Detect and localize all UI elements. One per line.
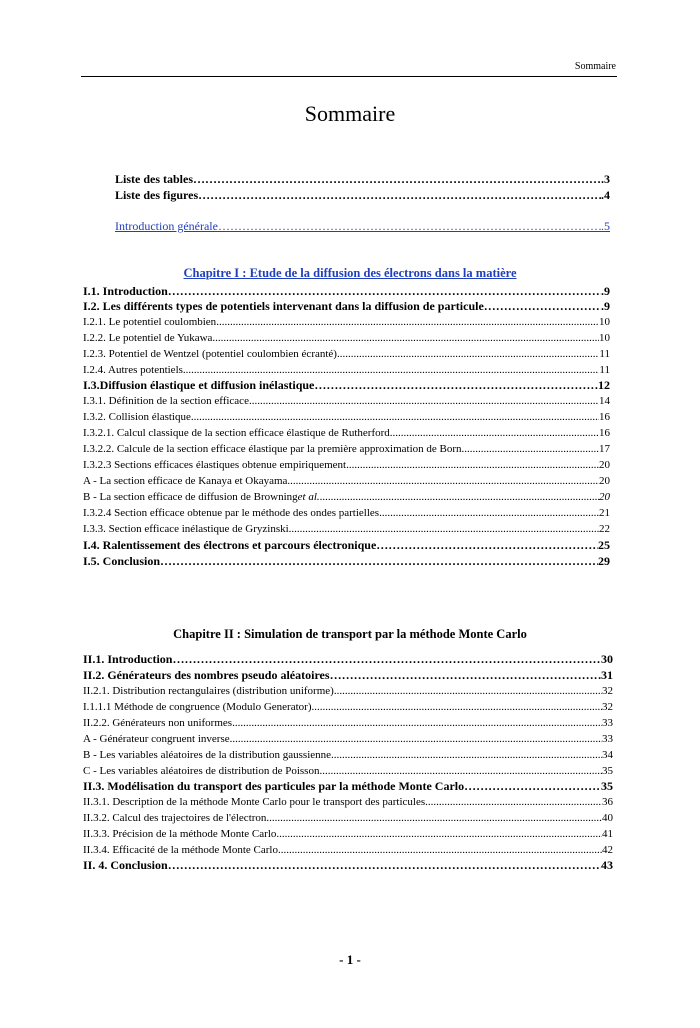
toc-entry[interactable] — [83, 668, 613, 683]
toc-leader — [212, 331, 599, 346]
toc-leader — [425, 795, 602, 810]
toc-leader — [193, 172, 601, 187]
toc-entry-label-italic: et al. — [297, 491, 320, 503]
toc-leader — [168, 284, 601, 299]
toc-entry-page: 21 — [599, 507, 610, 519]
toc-entry-label: II.2.2. Générateurs non uniformes — [83, 717, 233, 729]
toc-leader — [276, 827, 602, 842]
toc-entry-page: 40 — [602, 812, 613, 824]
toc-entry-label: II. 4. Conclusion — [83, 858, 168, 872]
toc-entry-page: 32 — [602, 685, 613, 697]
toc-entry-page: 10 — [599, 332, 610, 344]
toc-leader — [319, 764, 602, 779]
toc-entry-page: 22 — [599, 523, 610, 535]
toc-leader — [334, 684, 602, 699]
toc-entry-page: 31 — [601, 668, 613, 682]
toc-entry-page: 32 — [602, 701, 613, 713]
toc-entry-label: B - Les variables aléatoires de la distribution gaussienne — [83, 749, 332, 761]
toc-entry[interactable] — [83, 554, 610, 569]
toc-entry-label: I.2.4. Autres potentiels — [83, 364, 183, 376]
toc-entry[interactable] — [83, 764, 613, 779]
toc-leader — [464, 779, 601, 794]
toc-entry[interactable] — [83, 716, 613, 731]
toc-entry-page: 34 — [602, 749, 613, 761]
toc-leader — [232, 716, 602, 731]
toc-entry-label: I.1.1.1 Méthode de congruence (Modulo Generator) — [83, 701, 312, 713]
toc-leader — [346, 458, 599, 473]
toc-entry[interactable] — [83, 700, 613, 715]
toc-entry[interactable] — [83, 474, 610, 489]
toc-leader — [249, 394, 599, 409]
toc-entry-page: 43 — [601, 858, 613, 872]
toc-leader — [216, 315, 599, 330]
page-title: Sommaire — [304, 101, 396, 126]
toc-entry-page: 36 — [602, 796, 613, 808]
toc-entry-page: .5 — [601, 219, 610, 233]
toc-entry-page: 20 — [599, 459, 610, 471]
running-header: Sommaire — [574, 61, 616, 72]
toc-leader — [218, 219, 601, 234]
toc-entry-label: Liste des figures — [115, 188, 199, 202]
toc-entry[interactable] — [83, 684, 613, 699]
toc-entry[interactable] — [83, 363, 610, 378]
toc-entry-page: 30 — [601, 652, 613, 666]
toc-leader — [331, 748, 602, 763]
toc-entry-page: 33 — [602, 717, 613, 729]
toc-entry-label: I.3.Diffusion élastique et diffusion inélastique — [83, 378, 315, 392]
toc-leader — [379, 506, 599, 521]
toc-entry[interactable] — [83, 522, 610, 537]
toc-entry-label: I.2.1. Le potentiel coulombien — [83, 316, 217, 328]
toc-entry[interactable] — [83, 490, 610, 505]
toc-entry-introduction-generale[interactable] — [115, 219, 610, 234]
toc-entry-label: II.2. Générateurs des nombres pseudo aléatoires — [83, 668, 330, 682]
toc-entry-label: II.3.4. Efficacité de la méthode Monte Carlo — [83, 844, 278, 856]
toc-entry-page: 16 — [599, 411, 610, 423]
toc-entry[interactable] — [83, 331, 610, 346]
toc-leader — [230, 732, 602, 747]
toc-entry-label: I.3.2.2. Calcule de la section efficace élastique par la première approximation de Born — [83, 443, 462, 455]
toc-entry-label: II.3.1. Description de la méthode Monte Carlo pour le transport des particules — [83, 796, 426, 808]
toc-leader — [191, 410, 599, 425]
toc-entry-page: 42 — [602, 844, 613, 856]
toc-leader — [172, 652, 601, 667]
toc-entry[interactable] — [83, 347, 610, 362]
toc-entry-page: 11 — [599, 348, 610, 360]
toc-entry-label: I.2.2. Le potentiel de Yukawa — [83, 332, 213, 344]
toc-leader — [320, 490, 599, 505]
toc-entry-page: .9 — [601, 284, 610, 298]
toc-entry[interactable] — [83, 732, 613, 747]
toc-entry[interactable] — [83, 442, 610, 457]
toc-leader — [376, 538, 598, 553]
toc-entry-page: 17 — [599, 443, 610, 455]
toc-entry[interactable] — [83, 315, 610, 330]
toc-leader — [390, 426, 599, 441]
toc-entry[interactable] — [83, 827, 613, 842]
toc-entry[interactable] — [83, 652, 613, 667]
toc-leader — [462, 442, 599, 457]
toc-entry-label: Liste des tables — [115, 172, 193, 186]
toc-entry-page: 12 — [598, 378, 610, 392]
toc-entry[interactable] — [83, 748, 613, 763]
toc-entry[interactable] — [83, 284, 610, 299]
toc-leader — [289, 522, 599, 537]
toc-entry[interactable] — [83, 299, 610, 314]
toc-entry-label: I.4. Ralentissement des électrons et parcours électronique — [83, 538, 377, 552]
toc-leader — [266, 811, 602, 826]
toc-leader — [183, 363, 600, 378]
header-rule — [81, 76, 617, 77]
toc-entry-page: 11 — [599, 364, 610, 376]
toc-leader — [168, 858, 601, 873]
toc-leader — [330, 668, 601, 683]
chapter-2-heading[interactable]: Chapitre II : Simulation de transport par la méthode Monte Carlo — [173, 627, 527, 641]
toc-entry[interactable] — [83, 779, 613, 794]
toc-entry[interactable] — [83, 538, 610, 553]
toc-entry-page: 16 — [599, 427, 610, 439]
toc-entry-page: .3 — [601, 172, 610, 186]
toc-leader — [484, 299, 601, 314]
page-number: - 1 - — [339, 952, 361, 967]
toc-leader — [337, 347, 599, 362]
toc-entry-label: I.3.2.4 Section efficace obtenue par le méthode des ondes partielles — [83, 507, 380, 519]
toc-entry-label: I.3.1. Définition de la section efficace — [83, 395, 249, 407]
toc-entry-label: Introduction générale — [115, 219, 218, 233]
toc-entry-label: A - Générateur congruent inverse — [83, 733, 230, 745]
toc-leader — [160, 554, 598, 569]
toc-entry-page: 14 — [599, 395, 610, 407]
toc-entry[interactable] — [83, 394, 610, 409]
toc-entry-label: A - La section efficace de Kanaya et Okayama — [83, 475, 288, 487]
toc-entry-label: I.3.2. Collision élastique — [83, 411, 191, 423]
toc-entry-label: I.3.3. Section efficace inélastique de Gryzinski — [83, 523, 289, 535]
toc-entry[interactable] — [83, 811, 613, 826]
toc-entry[interactable] — [83, 410, 610, 425]
toc-entry-label: II.3.2. Calcul des trajectoires de l'électron — [83, 812, 267, 824]
toc-entry-label: I.5. Conclusion — [83, 554, 161, 568]
toc-entry-page: 33 — [602, 733, 613, 745]
toc-entry-page: 10 — [599, 316, 610, 328]
toc-entry-page: 29 — [598, 554, 610, 568]
toc-leader — [311, 700, 602, 715]
toc-entry-label: II.3.3. Précision de la méthode Monte Carlo — [83, 828, 277, 840]
toc-entry-label: I.2.3. Potentiel de Wentzel (potentiel coulombien écranté) — [83, 348, 337, 360]
toc-entry[interactable] — [83, 795, 613, 810]
toc-entry[interactable] — [83, 858, 613, 873]
toc-entry[interactable] — [83, 843, 613, 858]
toc-entry-label: I.1. Introduction — [83, 284, 168, 298]
toc-entry-label: B - La section efficace de diffusion de Browning — [83, 491, 298, 503]
toc-entry-label: II.3. Modélisation du transport des particules par la méthode Monte Carlo — [83, 779, 465, 793]
toc-entry-page: 35 — [602, 765, 613, 777]
toc-entry[interactable] — [83, 426, 610, 441]
toc-entry-label: I.2. Les différents types de potentiels intervenant dans la diffusion de particule — [83, 299, 484, 313]
toc-leader — [278, 843, 602, 858]
toc-entry-page: .4 — [601, 188, 610, 202]
toc-entry-page: 20 — [599, 491, 610, 503]
toc-entry-page: 41 — [602, 828, 613, 840]
toc-entry-label: II.1. Introduction — [83, 652, 173, 666]
toc-leader — [314, 378, 598, 393]
toc-entry-page: 25 — [598, 538, 610, 552]
toc-entry-label: II.2.1. Distribution rectangulaires (distribution uniforme) — [83, 685, 334, 697]
chapter-1-heading[interactable]: Chapitre I : Etude de la diffusion des électrons dans la matière — [183, 266, 517, 280]
toc-entry[interactable] — [83, 458, 610, 473]
toc-leader — [287, 474, 599, 489]
toc-entry-list-tables[interactable] — [115, 172, 610, 187]
toc-entry-label: I.3.2.3 Sections efficaces élastiques obtenue empiriquement — [83, 459, 347, 471]
toc-entry-page: .9 — [601, 299, 610, 313]
toc-entry[interactable] — [83, 506, 610, 521]
toc-entry-page: 35 — [601, 779, 613, 793]
toc-leader — [198, 188, 601, 203]
toc-entry-page: 20 — [599, 475, 610, 487]
toc-entry-list-figures[interactable] — [115, 188, 610, 203]
toc-entry-label: I.3.2.1. Calcul classique de la section efficace élastique de Rutherford — [83, 427, 390, 439]
toc-entry[interactable] — [83, 378, 610, 393]
toc-entry-label: C - Les variables aléatoires de distribution de Poisson — [83, 765, 320, 777]
